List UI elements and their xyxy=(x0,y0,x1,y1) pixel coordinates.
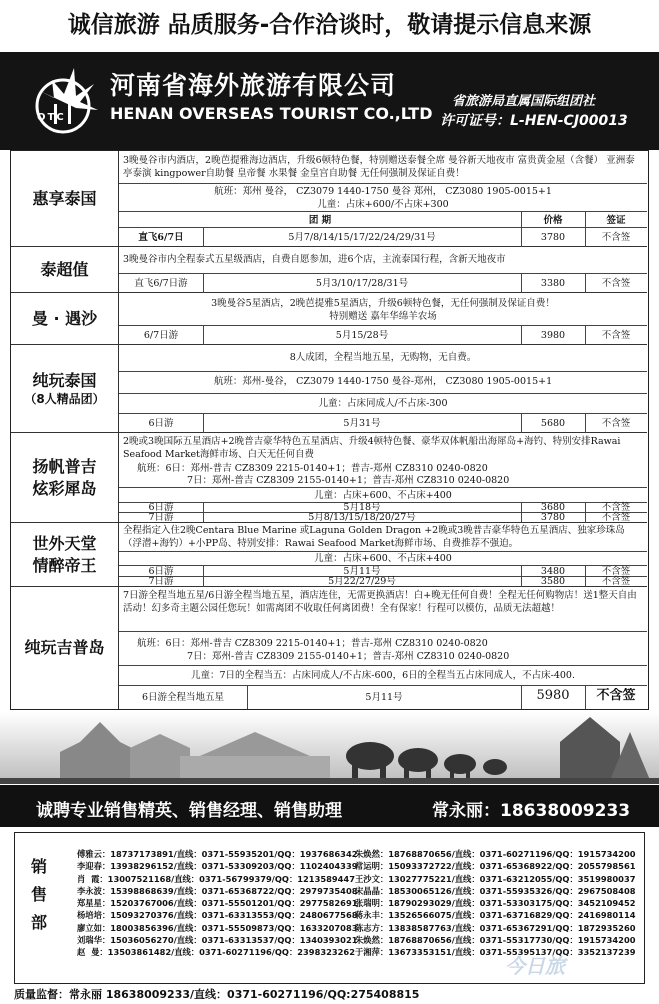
product-row xyxy=(11,293,647,345)
sales-contact: 蒋永丰：13526566075/直线：0371-63716829/QQ：2416980114 xyxy=(355,910,636,921)
recruit-contact: 常永丽：18638009233 xyxy=(432,801,631,821)
product-row xyxy=(11,247,647,293)
product-desc: 7日游全程当地五星/6日游全程当地五星，酒店连住，无需更换酒店！白+晚无任何自费！全程无任何购物店！送1整天自由活动！幻多奇主题公园任您玩！如需离团不收取任何离团费！全有保家！行程可以模仿，品质无法超越！ xyxy=(123,590,637,614)
product-name xyxy=(11,293,119,344)
tour-visa: 不含签 xyxy=(601,232,631,243)
sales-contact: 王沙文：13027775221/直线：0371-63212055/QQ：3519980037 xyxy=(355,873,636,884)
temple-elephant-illustration xyxy=(0,712,659,784)
product-name xyxy=(11,523,119,586)
sales-contact: 肖 霞：13007521168/直线：0371-56799379/QQ：1213589447 xyxy=(77,873,355,884)
product-name-text: 世外天堂 xyxy=(32,533,97,553)
child-price: 儿童：占床+600/不占床+300 xyxy=(317,199,449,210)
company-header xyxy=(0,52,659,150)
logo-text: OTC xyxy=(37,112,66,123)
sales-contact: 赵 曼：13503861482/直线：0371-60271196/QQ：2398323262 xyxy=(77,947,355,958)
tour-dates: 5月22/27/29号 xyxy=(328,576,396,587)
product-desc: 3晚曼谷市内酒店，2晚芭提雅海边酒店，升级6顿特色餐，特别赠送泰餐全席 曼谷新天地夜市 富贵黄金屋（含餐） 亚洲泰亭泰演 kingpower自助餐 皇帝餐 水果餐 金皇宫自助餐 无任何强制及保证自费！ xyxy=(123,155,635,179)
product-name-text-2: 炫彩犀岛 xyxy=(32,478,97,498)
product-row xyxy=(11,523,647,587)
flight-info-7day: 7日：郑州-普吉 CZ8309 2155-0140+1；普吉-郑州 CZ8310 0240-0820 xyxy=(187,651,510,662)
tour-price: 3780 xyxy=(540,512,566,523)
sales-contacts-col2 xyxy=(355,849,636,960)
product-subname: （8人精品团） xyxy=(24,392,105,407)
product-desc: 全程指定入住2晚Centara Blue Marine 或Laguna Golden Dragon +2晚或3晚普吉豪华特色五星酒店、独家珍珠岛（浮潜+海钓）+小PP岛、特别安排：Rawai Seafood Market海鲜市场、自费推荐不强迫。 xyxy=(123,525,625,549)
tour-price: 5680 xyxy=(540,418,566,429)
tour-length: 直飞6/7日游 xyxy=(134,278,188,289)
tour-dates: 5月15/28号 xyxy=(335,330,389,341)
sales-contact: 常运明：15093372722/直线：0371-65368922/QQ：2055798561 xyxy=(355,861,636,872)
child-price: 儿童：7日的全程当五：占床同成人/不占床-600，6日的全程当五占床同成人，不占床-400. xyxy=(191,670,575,681)
tour-length: 6日游 xyxy=(148,566,174,577)
tour-length: 7日游 xyxy=(148,512,174,523)
product-table xyxy=(10,150,649,710)
subtitle: 省旅游局直属国际组团社 xyxy=(452,94,596,109)
child-price: 儿童：占床同成人/不占床-300 xyxy=(318,398,448,409)
header-group: 团 期 xyxy=(308,215,332,226)
product-desc: 8人成团，全程当地五星，无购物，无自费。 xyxy=(289,352,477,363)
tour-price: 3480 xyxy=(540,566,566,577)
flight-info-6day: 航班：6日：郑州-普吉 CZ8309 2215-0140+1；普吉-郑州 CZ8310 0240-0820 xyxy=(137,638,488,649)
tour-price: 5980 xyxy=(536,688,570,703)
tour-length: 6日游 xyxy=(148,502,174,513)
sales-contact: 刘瑞华：15036056270/直线：0371-63313537/QQ：1340393021 xyxy=(77,935,358,946)
child-price: 儿童：占床+600、不占床+400 xyxy=(314,490,452,501)
tour-visa: 不含签 xyxy=(601,576,631,587)
product-name-text-2: 情醉帝王 xyxy=(32,555,97,575)
product-desc: 2晚或3晚国际五星酒店+2晚普吉豪华特色五星酒店、升级4顿特色餐、豪华双体帆船出海犀岛+海钓、特别安排Rawai Seafood Market海鲜市场、白天无任何自费 xyxy=(123,436,621,460)
product-name-text: 扬帆普吉 xyxy=(32,456,97,476)
watermark: 今日旅 xyxy=(505,954,565,978)
sales-contact: 李永波：15398868639/直线：0371-65368722/QQ：2979735408 xyxy=(77,885,358,896)
product-desc: 3晚曼谷5星酒店，2晚芭提雅5星酒店，升级6顿特色餐，无任何强制及保证自费！ xyxy=(211,298,555,309)
recruit-text: 诚聘专业销售精英、销售经理、销售助理 xyxy=(36,801,342,821)
tour-dates: 5月11号 xyxy=(343,566,381,577)
tour-length: 7日游 xyxy=(148,576,174,587)
tour-length: 6日游 xyxy=(148,418,174,429)
sales-contact: 杨培培：15093270376/直线：0371-63313553/QQ：2480677568 xyxy=(77,910,358,921)
product-name-text: 纯玩吉普岛 xyxy=(24,638,105,658)
product-name xyxy=(11,151,119,246)
flight-info: 航班：郑州 曼谷， CZ3079 1440-1750 曼谷 郑州， CZ3080 1905-0015+1 xyxy=(214,186,552,197)
sales-title: 销售部 xyxy=(30,857,47,932)
top-banner: 诚信旅游 品质服务-合作洽谈时，敬请提示信息来源 xyxy=(67,12,592,38)
product-name xyxy=(11,247,119,292)
tour-length: 6日游全程当地五星 xyxy=(141,692,225,703)
otc-logo-icon xyxy=(24,60,102,142)
tour-dates: 5月7/8/14/15/17/22/24/29/31号 xyxy=(288,232,436,243)
sales-contact: 李迎春：13938296152/直线：0371-53309203/QQ：1102404339 xyxy=(77,861,358,872)
product-row xyxy=(11,587,647,709)
flight-info-7day: 7日：郑州-普吉 CZ8309 2155-0140+1；普吉-郑州 CZ8310 0240-0820 xyxy=(187,475,510,486)
tour-visa: 不含签 xyxy=(601,278,631,289)
tour-dates: 5月3/10/17/28/31号 xyxy=(315,278,409,289)
tour-price: 3680 xyxy=(540,502,566,513)
tour-dates: 5月11号 xyxy=(365,692,403,703)
sales-contacts-col1 xyxy=(77,849,358,960)
recruit-banner xyxy=(0,785,659,827)
product-name-text: 泰超值 xyxy=(40,259,89,279)
sales-contact: 陈志方：13838587763/直线：0371-65367291/QQ：1872935260 xyxy=(355,922,636,933)
tour-price: 3980 xyxy=(540,330,566,341)
flight-info: 航班：郑州-曼谷， CZ3079 1440-1750 曼谷-郑州， CZ3080 1905-0015+1 xyxy=(213,376,553,387)
license-number: 许可证号：L-HEN-CJ00013 xyxy=(440,113,628,129)
flight-info-6day: 航班：6日：郑州-普吉 CZ8309 2215-0140+1；普吉-郑州 CZ8310 0240-0820 xyxy=(137,463,488,474)
product-desc: 3晚曼谷市内全程泰式五星级酒店，自费自愿参加，进6个店，主流泰国行程，含新天地夜市 xyxy=(123,254,506,265)
sales-contact: 于湘萍：13673353151/直线：0371-55395137/QQ：3352137239 xyxy=(355,947,636,958)
sales-contact: 张瑞明：18790293029/直线：0371-53303175/QQ：3452109452 xyxy=(355,898,636,909)
tour-visa: 不含签 xyxy=(601,418,631,429)
header-price: 价格 xyxy=(543,215,563,226)
company-name-cn: 河南省海外旅游有限公司 xyxy=(110,71,397,100)
product-row xyxy=(11,345,647,433)
product-name xyxy=(11,345,119,432)
sales-contact: 朱焕然：18768870656/直线：0371-60271196/QQ：1915734200 xyxy=(355,849,636,859)
tour-length: 6/7日游 xyxy=(143,330,179,341)
tour-price: 3780 xyxy=(540,232,566,243)
product-gift: 特别赠送 嘉年华绵羊农场 xyxy=(329,311,437,322)
tour-visa: 不含签 xyxy=(601,512,631,523)
product-name-text: 曼 · 遇沙 xyxy=(31,308,98,328)
quality-supervision: 质量监督：常永丽 18638009233/直线：0371-60271196/QQ:275408815 xyxy=(14,988,420,1001)
header-visa: 签证 xyxy=(606,215,626,226)
product-name xyxy=(11,587,119,709)
product-row xyxy=(11,433,647,523)
tour-visa: 不含签 xyxy=(596,688,636,703)
tour-dates: 5月18号 xyxy=(343,502,381,513)
child-price: 儿童：占床+600、不占床+400 xyxy=(314,553,452,564)
tour-length: 直飞6/7日 xyxy=(138,232,184,243)
tour-dates: 5月31号 xyxy=(343,418,381,429)
tour-visa: 不含签 xyxy=(601,502,631,513)
sales-contact: 廖立如：18003856396/直线：0371-55509873/QQ：1633207083 xyxy=(77,922,358,933)
sales-contact: 宋晶晶：18530065126/直线：0371-55935326/QQ：2967508408 xyxy=(355,885,636,896)
tour-dates: 5月8/13/15/18/20/27号 xyxy=(308,512,416,523)
sales-contact: 傅雅云：18737173891/直线：0371-55935201/QQ：1937686342 xyxy=(77,849,358,859)
company-name-en: HENAN OVERSEAS TOURIST CO.,LTD xyxy=(110,104,433,123)
sales-contact: 朱焕然：18768870656/直线：0371-55317730/QQ：1915734200 xyxy=(355,935,636,946)
tour-price: 3380 xyxy=(540,278,566,289)
tour-visa: 不含签 xyxy=(601,566,631,577)
product-name-text: 惠享泰国 xyxy=(32,188,97,208)
product-name xyxy=(11,433,119,522)
product-row xyxy=(11,151,647,247)
product-name-text: 纯玩泰国 xyxy=(32,370,97,390)
tour-visa: 不含签 xyxy=(601,330,631,341)
tour-price: 3580 xyxy=(540,576,566,587)
sales-contact: 郑星星：15203767006/直线：0371-55501201/QQ：2977582691 xyxy=(77,898,358,909)
